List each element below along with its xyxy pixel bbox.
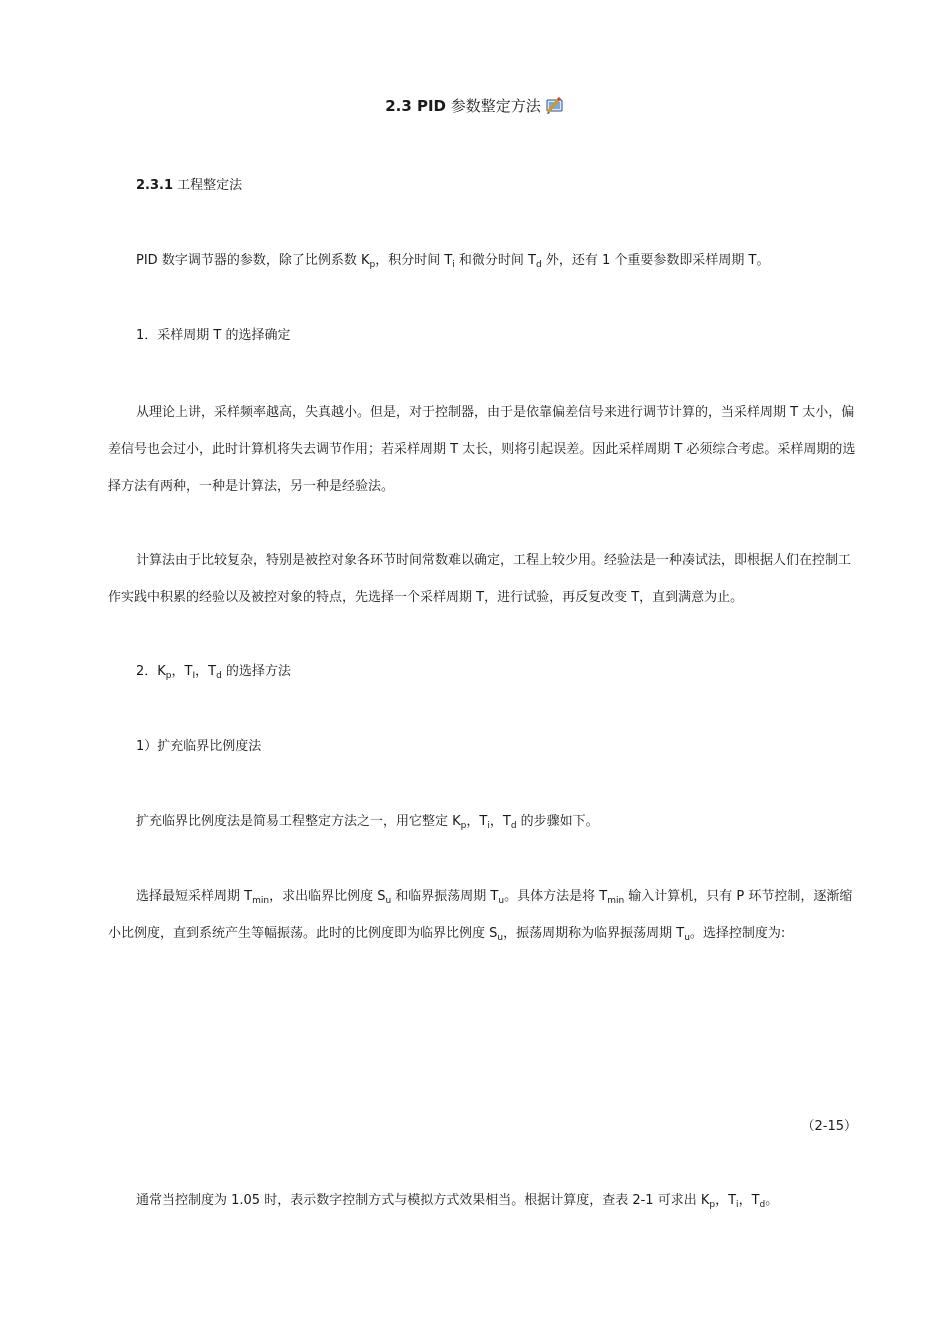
subscript: i	[487, 821, 490, 831]
subscript: u	[684, 933, 690, 943]
text-run: 2．K	[136, 664, 166, 679]
text-run: ，T	[171, 664, 193, 679]
text-run: 。	[765, 1193, 779, 1208]
equation-number: （2-15）	[801, 1119, 857, 1134]
paragraph-control-degree	[136, 1191, 778, 1211]
title-text: 参数整定方法	[446, 97, 541, 115]
subscript: i	[452, 260, 455, 270]
heading-extended-critical-ratio: 1）扩充临界比例度法	[136, 739, 262, 754]
subscript: p	[460, 821, 467, 831]
text-run: 输入计算机，只有 P 环节控制，逐渐缩小比例度，直到系统产生等幅振荡。此时的比例度即为临界比例度 S	[108, 889, 853, 941]
paragraph-method-intro	[136, 812, 599, 832]
text-run: ，T	[489, 814, 511, 829]
text-run: ，T	[715, 1193, 737, 1208]
section-number: 2.3.1	[136, 178, 174, 193]
section-title: 工程整定法	[173, 178, 243, 193]
subscript: p	[709, 1200, 716, 1210]
intro-paragraph	[136, 251, 769, 271]
text-run: 。具体方法是将 T	[504, 889, 608, 904]
text-run: ，T	[195, 664, 217, 679]
paragraph-calculation-vs-experience: 计算法由于比较复杂，特别是被控对象各环节时间常数难以确定，工程上较少用。经验法是一种凑试法，即根据人们在控制工作实践中积累的经验以及被控对象的特点，先选择一个采样周期 T，进行试验，再反复改变 T，直到满意为止。	[108, 553, 852, 605]
subscript: p	[369, 260, 376, 270]
text-run: 的步骤如下。	[516, 814, 599, 829]
subscript: d	[759, 1200, 766, 1210]
heading-sampling-period: 1．采样周期 T 的选择确定	[136, 328, 291, 343]
subscript: u	[497, 933, 504, 943]
text-run: PID 数字调节器的参数，除了比例系数 K	[136, 253, 370, 268]
text-run: 通常当控制度为 1.05 时，表示数字控制方式与模拟方式效果相当。根据计算度，查表 2-1 可求出 K	[136, 1193, 710, 1208]
section-heading-2-3-1	[136, 176, 242, 196]
text-run: 扩充临界比例度法是简易工程整定方法之一，用它整定 K	[136, 814, 461, 829]
text-run: ，求出临界比例度 S	[269, 889, 386, 904]
subscript: u	[385, 896, 392, 906]
paragraph-sampling-theory: 从理论上讲，采样频率越高，失真越小。但是，对于控制器，由于是依靠偏差信号来进行调节计算的，当采样周期 T 太小，偏差信号也会过小，此时计算机将失去调节作用；若采样周期 T 太长，则将引起误差。因此采样周期 T 必须综合考虑。采样周期的选择方法有两种，一种是计算法，另一种是经验法。	[108, 405, 856, 494]
text-run: ，T	[466, 814, 488, 829]
subscript: d	[536, 260, 542, 270]
subscript: min	[252, 896, 270, 906]
subscript: d	[510, 821, 517, 831]
subscript: I	[192, 671, 196, 681]
text-run: 外，还有 1 个重要参数即采样周期 T。	[541, 253, 770, 268]
text-run: 和临界振荡周期 T	[391, 889, 499, 904]
text-run: 的选择方法	[221, 664, 291, 679]
subscript: min	[607, 896, 625, 906]
text-run: ，振荡周期称为临界振荡周期 T	[503, 926, 685, 941]
subscript: u	[498, 896, 505, 906]
text-run: 选择最短采样周期 T	[136, 889, 253, 904]
pencil-edit-icon	[545, 96, 565, 119]
subscript: d	[216, 671, 222, 681]
heading-parameter-selection	[136, 662, 291, 682]
title-number: 2.3 PID	[385, 97, 447, 115]
page-title	[0, 96, 950, 119]
subscript: p	[165, 671, 172, 681]
subscript: i	[736, 1200, 739, 1210]
text-run: 和微分时间 T	[454, 253, 537, 268]
text-run: ，T	[738, 1193, 760, 1208]
paragraph-method-steps	[108, 878, 860, 952]
text-run: ，积分时间 T	[375, 253, 453, 268]
text-run: 。选择控制度为:	[689, 926, 786, 941]
